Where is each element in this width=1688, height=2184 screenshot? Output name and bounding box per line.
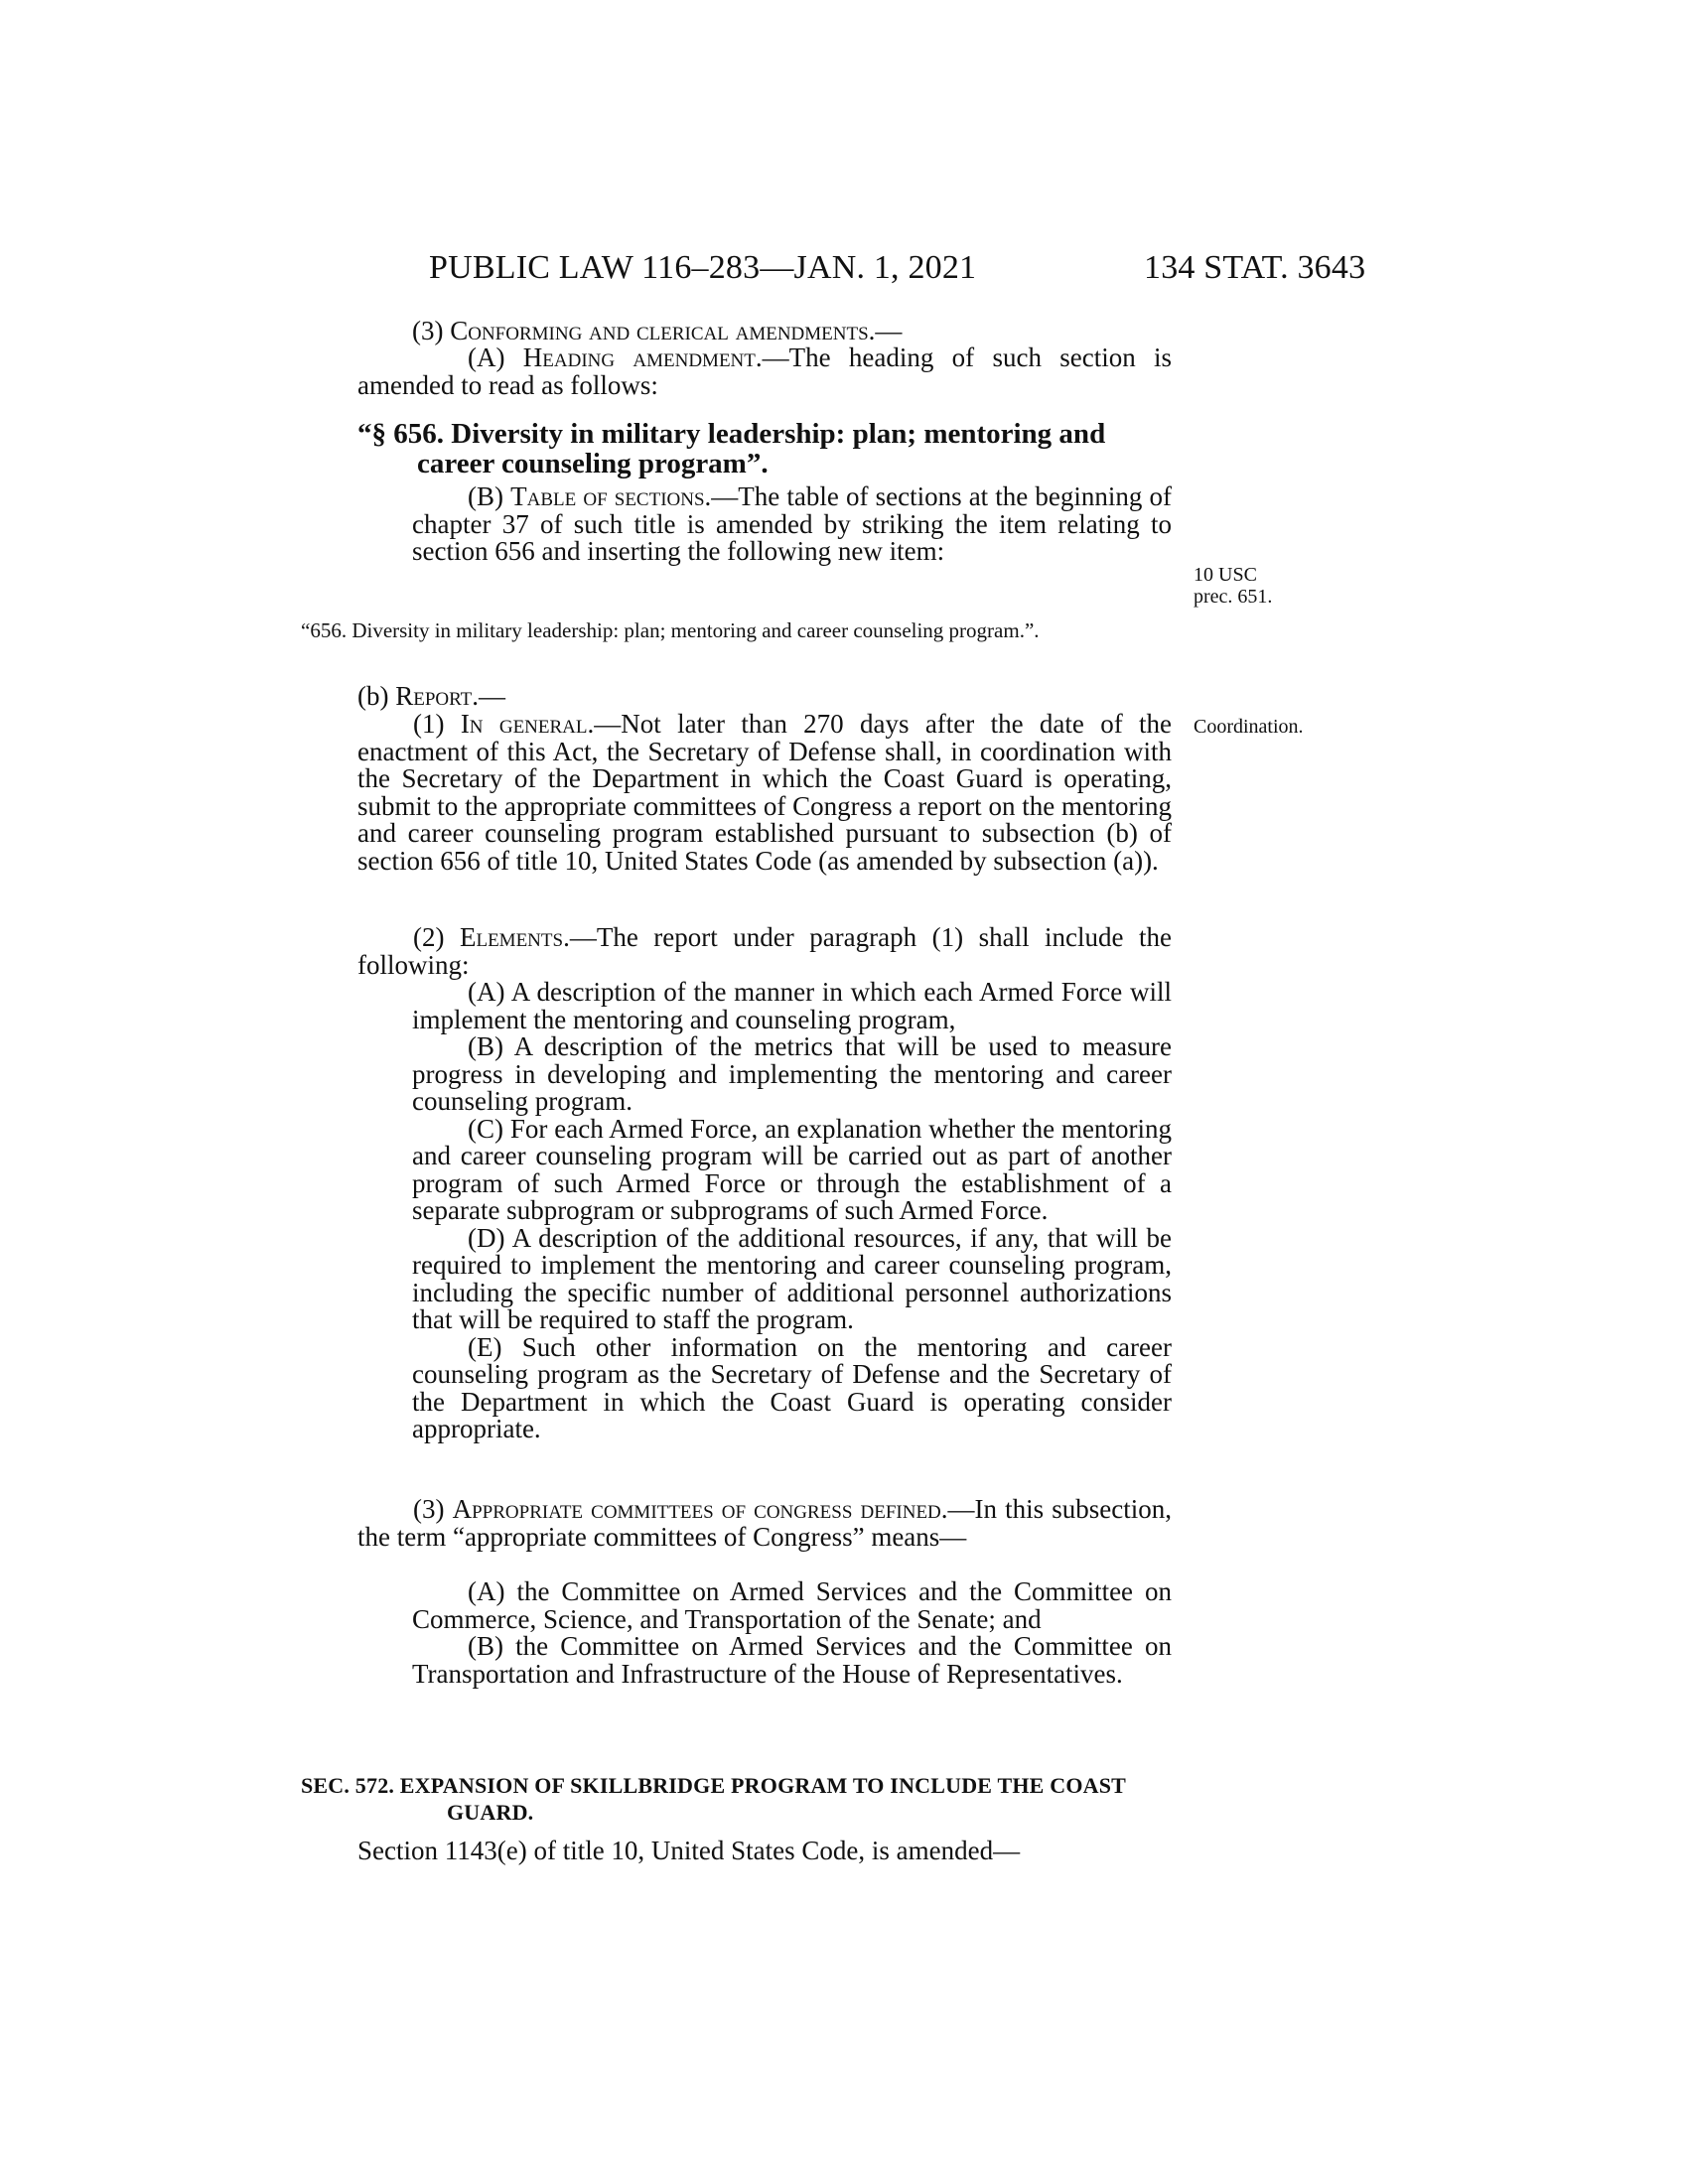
margin-note-coordination: Coordination.	[1194, 716, 1304, 738]
paragraph-a3: (3) Conforming and clerical amendments.—	[412, 316, 903, 345]
list-item: (C) For each Armed Force, an explanation whether the mentoring and career counseling program will be carried out as part of another program of such Armed Force or through the establishment of a separate subprogram or subprograms of such Armed Force.	[412, 1113, 1172, 1225]
paragraph-a3-B: (B) Table of sections.—The table of sections at the beginning of chapter 37 of such title is amended by striking the item relating to section 656 and inserting the following new item:	[412, 481, 1173, 566]
list-item: (A) the Committee on Armed Services and the Committee on Commerce, Science, and Transportation of the Senate; and	[412, 1576, 1172, 1634]
committees-list	[357, 1578, 1172, 1688]
paragraph-heading: Appropriate committees of congress defined.	[452, 1494, 948, 1524]
paragraph-heading: In general.	[460, 709, 595, 739]
subsection-heading: Report.	[395, 681, 480, 711]
list-item: (B) A description of the metrics that will be used to measure progress in developing and implementing the mentoring and career counseling program.	[412, 1031, 1172, 1116]
list-item: (A) A description of the manner in which each Armed Force will implement the mentoring and counseling program,	[412, 977, 1172, 1034]
paragraph-heading: Table of sections.	[510, 481, 712, 511]
paragraph-heading: Conforming and clerical amendments.	[450, 316, 876, 345]
margin-note-usc: 10 USC prec. 651.	[1194, 564, 1273, 608]
paragraph-heading: Elements.	[459, 922, 570, 952]
section-656-heading: “§ 656. Diversity in military leadership: plan; mentoring and career counseling program”.	[357, 418, 1106, 479]
list-item: (D) A description of the additional resources, if any, that will be required to implement the mentoring and career counseling program, including the specific number of additional personnel authorizations that will be required to staff the program.	[412, 1222, 1172, 1334]
elements-list	[357, 979, 1172, 1443]
page-stat-number: 134 STAT. 3643	[1144, 249, 1366, 286]
paragraph-heading: Heading amendment.	[522, 342, 763, 372]
list-item: (B) the Committee on Armed Services and the Committee on Transportation and Infrastructure of the House of Representatives.	[412, 1631, 1172, 1689]
report-paragraph-1: (1) In general.—Not later than 270 days after the date of the enactment of this Act, the Secretary of Defense shall, in coordination with the Secretary of the Department in which the Coast Guard is operating, submit to the appropriate committees of Congress a report on the mentoring and career counseling program established pursuant to subsection (b) of section 656 of title 10, United States Code (as amended by subsection (a)).	[357, 709, 1173, 876]
subsection-b-report: (b) Report.—	[357, 681, 506, 711]
table-of-sections-item: “656. Diversity in military leadership: plan; mentoring and career counseling program.”.	[301, 618, 1040, 642]
report-paragraph-3: (3) Appropriate committees of congress defined.—In this subsection, the term “appropriate committees of Congress” means—	[357, 1494, 1173, 1552]
paragraph-a3-A: (A) Heading amendment.—The heading of such section is amended to read as follows:	[357, 342, 1173, 400]
section-572-heading: SEC. 572. EXPANSION OF SKILLBRIDGE PROGRAM TO INCLUDE THE COAST GUARD.	[301, 1773, 1126, 1825]
section-572-text: Section 1143(e) of title 10, United States Code, is amended—	[357, 1836, 1021, 1865]
running-header-title: PUBLIC LAW 116–283—JAN. 1, 2021	[429, 249, 977, 286]
list-item: (E) Such other information on the mentoring and career counseling program as the Secretary of Defense and the Secretary of the Department in which the Coast Guard is operating consider appropriate.	[412, 1331, 1172, 1443]
report-paragraph-2: (2) Elements.—The report under paragraph (1) shall include the following:	[357, 922, 1172, 980]
